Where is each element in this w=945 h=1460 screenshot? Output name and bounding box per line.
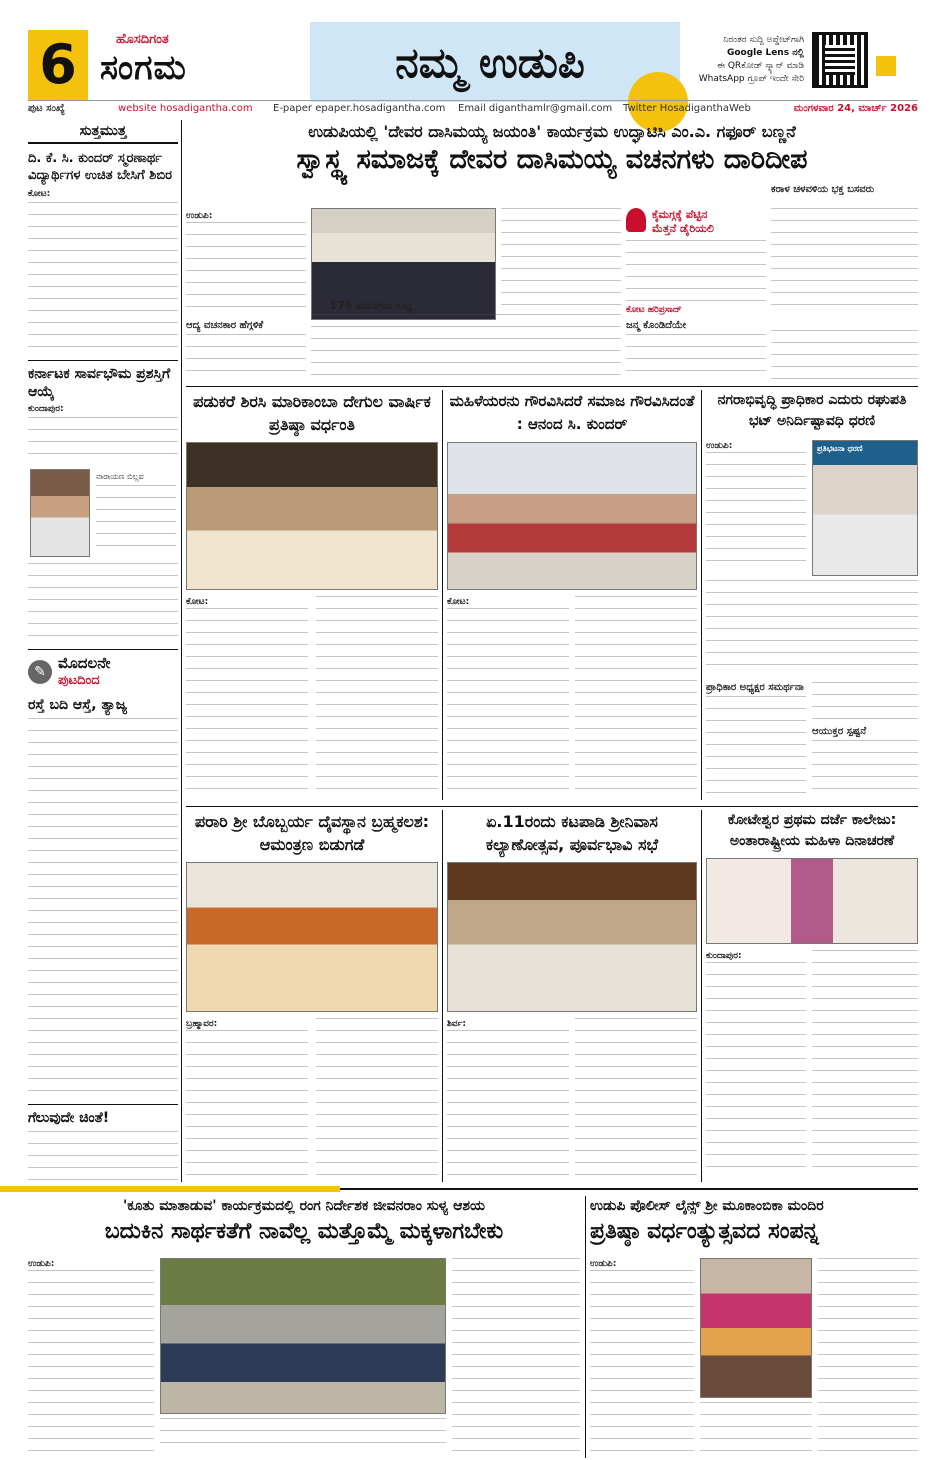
article-body (447, 608, 569, 798)
article-body (818, 1258, 918, 1454)
article-body (28, 718, 178, 1098)
subhead: ಕರಾಳ ಚಳವಳಿಯ ಭಕ್ತ ಬಸವರು (771, 184, 875, 195)
story-headline: ಪಡುಕರೆ ಶಿರಸಿ ಮಾರಿಕಾಂಬಾ ದೇಗುಲ ವಾರ್ಷಿಕ ಪ್ರತಿಷ್ಠಾ ವರ್ಧಂತಿ (193, 392, 431, 434)
subhead: ಆದ್ಯ ವಚನಕಾರ ಹೆಗ್ಗಳಿಕೆ (186, 320, 264, 331)
article-body (316, 596, 438, 798)
article-body (700, 1402, 812, 1454)
story-headline: ಏ.11ರಂದು ಕಟಪಾಡಿ ಶ್ರೀನಿವಾಸ ಕಲ್ಯಾಣೋತ್ಸವ, ಪೂರ್ವಭಾವಿ ಸಭೆ (485, 812, 659, 854)
article-body (812, 682, 918, 722)
dateline: ಉಡುಪಿ: (28, 1259, 55, 1269)
article-body (575, 1018, 697, 1178)
article-body (771, 330, 918, 382)
story-headline: ದಿ. ಕೆ. ಸಿ. ಕುಂದರ್ ಸ್ಮರಣಾರ್ಥ ವಿದ್ಯಾರ್ಥಿಗಳ ಉಚಿತ ಬೇಸಿಗೆ ಶಿಬಿರ (28, 151, 172, 183)
opinion-sublabel: ಪುಟದಿಂದ (58, 673, 100, 688)
accent-bar (0, 1186, 340, 1192)
article-body (501, 208, 621, 314)
article-body (590, 1270, 694, 1454)
article-body (96, 485, 176, 557)
story-headline: ಪ್ರತಿಷ್ಠಾ ವರ್ಧಂತ್ಯುತ್ಸವದ ಸಂಪನ್ನ (590, 1219, 819, 1244)
ad-line: ಮೆತ್ತನೆ ಡೈರಿಯಲಿ (652, 222, 714, 235)
group-photo (160, 1258, 446, 1414)
story-headline: ರಸ್ತೆ ಬದಿ ಆಸ್ತೆ, ತ್ಯಾಜ್ಯ (28, 697, 128, 713)
article-body (28, 417, 178, 465)
opinion-label: ಮೊದಲನೇ (58, 654, 111, 672)
story-headline: ಮಹಿಳೆಯರನು ಗೌರವಿಸಿದರೆ ಸಮಾಜ ಗೌರವಿಸಿದಂತೆ : ಆನಂದ ಸಿ. ಕುಂದರ್ (449, 392, 695, 433)
ritual-photo (700, 1258, 812, 1398)
page-number: 6 (28, 30, 88, 100)
story-nagarabhivruddhi (706, 390, 918, 802)
lead-headline: ಸ್ವಾಸ್ಥ್ಯ ಸಮಾಜಕ್ಕೆ ದೇವರ ದಾಸಿಮಯ್ಯ ವಚನಗಳು ದಾರಿದೀಪ (296, 144, 808, 175)
masthead (0, 0, 945, 112)
dateline: ಕೋಟ: (28, 189, 51, 199)
dateline: ಉಡುಪಿ: (186, 211, 213, 221)
story-kicker: ಉಡುಪಿ ಪೊಲೀಸ್ ಲೈನ್ಸ್ ಶ್ರೀ ಮೂಕಾಂಬಿಕಾ ಮಂದಿರ (590, 1198, 824, 1214)
twitter-link[interactable]: Twitter HosadiganthaWeb (623, 103, 751, 114)
article-body (812, 740, 918, 796)
article-body (186, 1030, 308, 1178)
story-headline: ನಗರಾಭಿವೃದ್ಧಿ ಪ್ರಾಧಿಕಾರ ಎದುರು ರಘುಪತಿ ಭಟ್ ಅನಿರ್ದಿಷ್ಟಾವಧಿ ಧರಣಿ (717, 392, 907, 429)
article-body (186, 222, 306, 314)
banner-text: ಪ್ರತಿಭಟನಾ ಧರಣಿ (817, 444, 863, 453)
article-body (186, 334, 306, 382)
article-body (706, 452, 806, 572)
dateline: ಕೋಟ: (447, 597, 470, 607)
article-body (812, 950, 918, 1178)
byline: ಕೋಟ ಹರಿಪ್ರಸಾದ್ (626, 305, 682, 315)
story-headline: ಬದುಕಿನ ಸಾರ್ಥಕತೆಗೆ ನಾವೆಲ್ಲ ಮತ್ತೊಮ್ಮೆ ಮಕ್ಕಳಾಗಬೇಕು (104, 1219, 504, 1244)
section-label: ಸುತ್ತಮುತ್ತ (28, 122, 178, 144)
subhead: ಜನ್ಮ ಕೊಂಡಿದೆಯೇ (626, 320, 686, 331)
opinion-header (28, 649, 178, 690)
dateline: ಉಡುಪಿ: (590, 1259, 617, 1269)
ad-line: ಕೈಮಗ್ಗಕ್ಕೆ ಪೆಟ್ಟಿನ (652, 208, 708, 221)
story-police-lines (590, 1196, 918, 1458)
left-column (28, 122, 178, 1182)
story-headline: ಪರಾರಿ ಶ್ರೀ ಬೊಬ್ಬರ್ಯ ದೈವಸ್ಥಾನ ಬ್ರಹ್ಮಕಲಶ: ಆಮಂತ್ರಣ ಬಿಡುಗಡೆ (194, 812, 430, 854)
story-katapadi (447, 810, 697, 1182)
email-link[interactable]: Email diganthamlr@gmail.com (458, 103, 613, 114)
article-body (452, 1258, 580, 1454)
article-body (160, 1418, 446, 1454)
article-body (28, 1131, 178, 1182)
story-padukere (186, 390, 438, 802)
story-headline: ಗೆಲುವುದೇ ಚಿಂತೆ! (28, 1104, 178, 1127)
subhead: 176 ವಚನಗಳು ಲಭ್ಯ (329, 299, 413, 312)
lead-kicker: ಉಡುಪಿಯಲ್ಲಿ 'ದೇವರ ದಾಸಿಮಯ್ಯ ಜಯಂತಿ' ಕಾರ್ಯಕ್ರಮ ಉದ್ಘಾಟಿಸಿ ಎಂ.ಎ. ಗಫೂರ್ ಬಣ್ಣನೆ (308, 122, 796, 141)
qr-code-icon[interactable] (812, 32, 868, 88)
article-body (28, 1270, 154, 1454)
issue-date: ಮಂಗಳವಾರ 24, ಮಾರ್ಚ್ 2026 (793, 103, 918, 114)
article-body (28, 563, 178, 643)
dateline: ಶಿರ್ವ: (447, 1019, 466, 1029)
photo-caption: ನಾರಾಯಣ ಬಿಲ್ಲವ (96, 472, 144, 481)
dateline: ಉಡುಪಿ: (706, 441, 733, 451)
accent-square (876, 56, 896, 76)
story-koteshwara (706, 810, 918, 1182)
felicitation-photo (447, 442, 697, 590)
article-body (28, 202, 178, 352)
story-parari (186, 810, 438, 1182)
website-link[interactable]: website hosadigantha.com (118, 103, 253, 114)
article-body (316, 1018, 438, 1178)
article-body (311, 314, 621, 382)
subhead: ಆಯುಕ್ತರ ಸ್ಪಷ್ಟನೆ (812, 726, 867, 737)
article-body (575, 596, 697, 798)
column-divider (181, 120, 182, 1182)
pen-icon: ✎ (28, 660, 52, 684)
story-kootu (28, 1196, 580, 1458)
event-photo (186, 862, 438, 1012)
info-bar (28, 100, 918, 116)
protest-photo (812, 440, 918, 576)
story-headline: ಕರ್ನಾಟಕ ಸಾರ್ವಭೌಮ ಪ್ರಶಸ್ತಿಗೆ ಆಯ್ಕೆ (28, 360, 178, 401)
lead-story (186, 122, 918, 320)
dateline: ಕುಂದಾಪುರ: (706, 951, 742, 961)
epaper-link[interactable]: E-paper epaper.hosadigantha.com (273, 103, 446, 114)
story-mahileyaru (447, 390, 697, 802)
article-body (771, 208, 918, 314)
article-body (447, 1030, 569, 1178)
subhead: ಪ್ರಾಧಿಕಾರ ಅಧ್ಯಕ್ಷರ ಸಮರ್ಥನಾ (706, 682, 804, 693)
brand-logo: ಸಂಗಮ (100, 48, 187, 88)
meeting-photo (447, 862, 697, 1012)
page-title: ನಮ್ಮ ಉಡುಪಿ (395, 38, 585, 87)
ad-box (626, 208, 766, 318)
dateline: ಬ್ರಹ್ಮಾವರ: (186, 1019, 218, 1029)
story-kicker: 'ಕೂತು ಮಾತಾಡುವ' ಕಾರ್ಯಕ್ರಮದಲ್ಲಿ ರಂಗ ನಿರ್ದೇಶಕ ಜೀವನರಾಂ ಸುಳ್ಯ ಆಶಯ (122, 1198, 485, 1214)
article-body (706, 580, 918, 676)
article-body (186, 608, 308, 798)
ad-body (626, 240, 766, 304)
article-body (626, 334, 766, 382)
article-body (706, 696, 806, 796)
temple-photo (186, 442, 438, 590)
article-body (706, 962, 806, 1178)
brand-small: ಹೊಸದಿಗಂತ (116, 32, 169, 47)
portrait-photo (30, 469, 90, 557)
page-label: ಪುಟ ಸಂಖ್ಯೆ (28, 103, 65, 114)
dateline: ಕೋಟ: (186, 597, 209, 607)
logo-icon (626, 208, 646, 232)
qr-instructions: ನಿರಂತರ ಸುದ್ದಿ ಅಪ್ಡೇಟ್‌ಗಾಗಿ Google Lens ನಲ್ಲಿ ಈ QRಕೋಡ್ ಸ್ಕ್ಯಾನ್ ಮಾಡಿ WhatsApp ಗ್ರೂಪ್ ಇಂದೇ ಸೇರಿ (698, 35, 804, 84)
story-headline: ಕೋಟೇಶ್ವರ ಪ್ರಥಮ ದರ್ಜೆ ಕಾಲೇಜು: ಅಂತಾರಾಷ್ಟ್ರೀಯ ಮಹಿಳಾ ದಿನಾಚರಣೆ (727, 812, 897, 849)
dateline: ಕುಂದಾಪುರ: (28, 404, 64, 414)
speaker-photo (706, 858, 918, 944)
